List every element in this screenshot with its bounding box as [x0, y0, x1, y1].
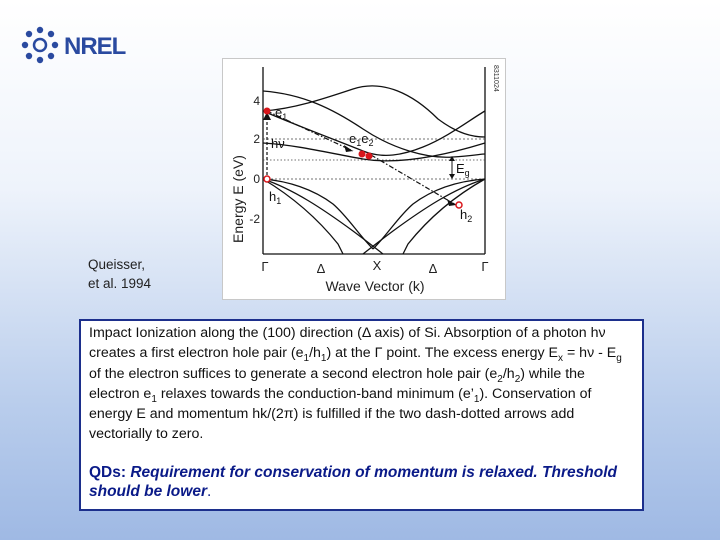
label-e1: $e_1$	[275, 105, 288, 122]
label-h1: $h_1$	[269, 189, 282, 206]
electron-e1-relaxed-marker	[359, 151, 366, 158]
electron-e2-marker	[366, 153, 373, 160]
corner-code: 8311024	[492, 65, 499, 92]
qds-text: Requirement for conservation of momentum is relaxed. Threshold should be lower	[89, 463, 617, 500]
caption-paragraph: Impact Ionization along the (100) direction (Δ axis) of Si. Absorption of a photon hν creates a first electron hole pair $(e_1/h_1)$ at the Γ point. The excess energy $E_x = h\nu - E_g$ of the electron suffices to generate a second electron hole pair $(e_2/h_2)$ while the electron $e_1$ relaxes towards the conduction-band minimum $(e’_1)$. Conservation of energy E and momentum hk/(2π) is fulfilled if the two dash-dotted arrows add vectorially to zero.	[89, 325, 622, 443]
x-axis-label: Wave Vector (k)	[325, 278, 425, 294]
x-tick-delta-left: Δ	[316, 261, 326, 276]
citation	[88, 255, 208, 293]
label-h2: $h_2$	[460, 207, 473, 224]
x-tick-x: X	[372, 258, 382, 273]
band-structure-figure	[222, 58, 506, 300]
caption-box	[79, 319, 644, 511]
logo-wordmark: NREL	[64, 33, 126, 60]
qds-label: QDs	[89, 463, 121, 481]
x-tick-delta-right: Δ	[428, 261, 438, 276]
y-tick-2: 2	[253, 132, 260, 146]
y-tick-minus2: -2	[249, 212, 260, 226]
label-eg: $E_g$	[456, 161, 470, 178]
y-tick-0: 0	[253, 172, 260, 186]
citation-line-2: et al. 1994	[88, 276, 152, 291]
hole-h1-marker	[264, 176, 270, 182]
label-hv: hν	[271, 136, 285, 151]
label-e1e2: $e_1e_2$	[349, 131, 374, 148]
band-diagram-svg	[223, 59, 505, 299]
y-tick-4: 4	[253, 94, 260, 108]
x-tick-gamma-right: Γ	[481, 259, 489, 274]
x-tick-gamma-left: Γ	[261, 259, 269, 274]
electron-e1-marker	[264, 108, 271, 115]
citation-line-1: Queisser,	[88, 257, 146, 272]
y-axis-label: Energy E (eV)	[230, 155, 246, 243]
qds-statement: QDs: Requirement for conservation of momentum is relaxed. Threshold should be lower.	[89, 463, 617, 500]
